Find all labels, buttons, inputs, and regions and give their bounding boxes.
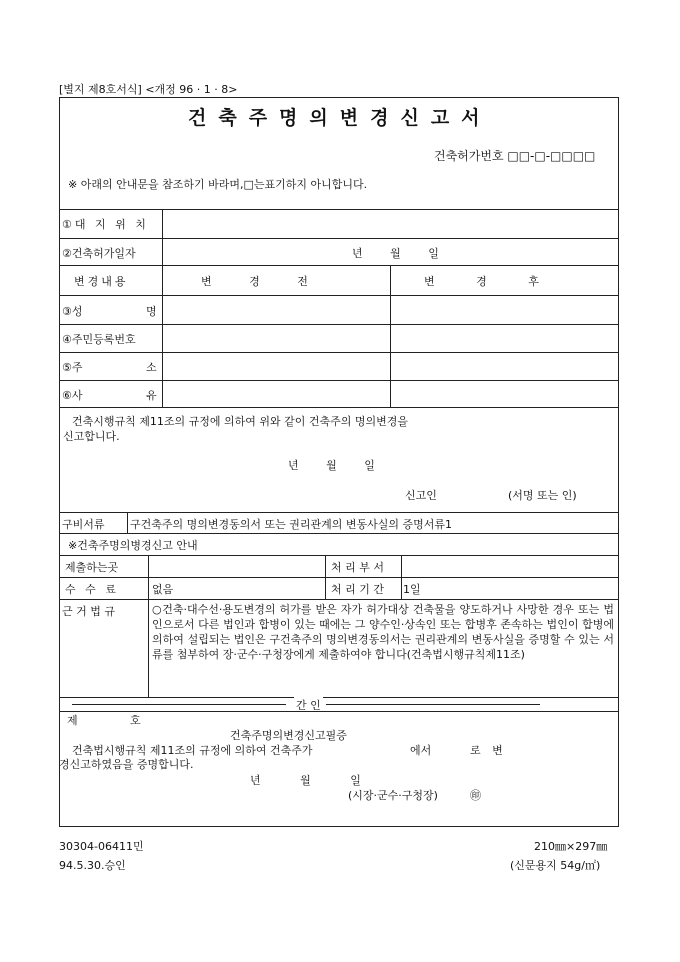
- resident-number-label: ④주민등록번호: [62, 333, 136, 346]
- notice-text: ※ 아래의 안내문을 참조하기 바라며,□는표기하지 아니합니다.: [68, 178, 368, 191]
- declarant-label: 신고인: [405, 489, 437, 502]
- divider: [59, 711, 619, 712]
- before-change-label: 변 경 전: [201, 275, 308, 288]
- certificate-to: 로 변: [470, 744, 503, 757]
- permit-date-value[interactable]: 년 월 일: [352, 247, 439, 260]
- cut-line-right: [326, 704, 540, 705]
- department-label: 처 리 부 서: [331, 561, 384, 574]
- certificate-date: 년 월 일: [250, 774, 361, 787]
- name-label: ③성: [62, 305, 83, 318]
- documents-label: 구비서류: [62, 518, 105, 531]
- seal-icon: ㊞: [470, 789, 481, 802]
- after-change-label: 변 경 후: [424, 275, 539, 288]
- divider: [59, 697, 619, 698]
- site-location-field[interactable]: [163, 210, 618, 237]
- legal-basis-label: 근 거 법 규: [62, 605, 115, 618]
- fee-value: 없음: [152, 583, 174, 596]
- divider: [127, 512, 128, 533]
- divider: [59, 407, 619, 408]
- reason-label-end: 유: [146, 389, 157, 402]
- divider: [148, 555, 149, 697]
- reason-label: ⑥사: [62, 389, 83, 402]
- reason-before-field[interactable]: [163, 381, 389, 406]
- certificate-line1: 건축법시행규칙 제11조의 규정에 의하여 건축주가: [72, 744, 313, 757]
- processing-period-label: 처 리 기 간: [331, 583, 384, 596]
- divider: [59, 512, 619, 513]
- declaration-line2: 신고합니다.: [63, 430, 120, 443]
- divider: [59, 577, 619, 578]
- address-label-end: 소: [146, 361, 157, 374]
- cut-line-label: 간 인: [296, 699, 321, 712]
- documents-value: 구건축주의 명의변경동의서 또는 권리관계의 변동사실의 증명서류1: [130, 518, 453, 531]
- approval-date: 94.5.30.승인: [59, 859, 126, 872]
- permit-number-label: 건축허가번호 □□-□-□□□□: [434, 149, 596, 163]
- certificate-line2: 경신고하였음을 증명합니다.: [59, 758, 194, 771]
- divider: [59, 533, 619, 534]
- divider: [59, 555, 619, 556]
- paper-size: 210㎜×297㎜: [534, 840, 608, 853]
- name-after-field[interactable]: [391, 296, 618, 323]
- reason-after-field[interactable]: [391, 381, 618, 406]
- signature-label[interactable]: (서명 또는 인): [508, 489, 577, 502]
- divider: [59, 265, 619, 266]
- address-label: ⑤주: [62, 361, 83, 374]
- issuer-label: (시장·군수·구청장): [348, 789, 438, 802]
- submit-to-label: 제출하는곳: [65, 561, 119, 574]
- receipt-number-label-end: 호: [130, 714, 141, 727]
- divider: [59, 238, 619, 239]
- resident-number-after-field[interactable]: [391, 325, 618, 351]
- form-number: [별지 제8호서식] <개정 96 · 1 · 8>: [59, 83, 238, 96]
- change-content-label: 변경내용: [74, 275, 129, 288]
- certificate-title: 건축주명의변경신고필증: [230, 729, 347, 742]
- divider: [59, 599, 619, 600]
- resident-number-before-field[interactable]: [163, 325, 389, 351]
- name-label-end: 명: [146, 305, 157, 318]
- form-code: 30304-06411민: [59, 840, 144, 853]
- address-before-field[interactable]: [163, 353, 389, 379]
- address-after-field[interactable]: [391, 353, 618, 379]
- permit-date-label: ②건축허가일자: [62, 247, 136, 260]
- receipt-number-label: 제: [67, 714, 78, 727]
- paper-type: (신문용지 54g/㎡): [510, 859, 601, 872]
- certificate-from: 에서: [410, 744, 432, 757]
- name-before-field[interactable]: [163, 296, 389, 323]
- guide-heading: ※건축주명의병경신고 안내: [68, 539, 198, 552]
- fee-label: 수 수 료: [65, 583, 119, 596]
- site-location-label: ①대 지 위 치: [62, 218, 149, 231]
- form-title: 건축주명의변경신고서: [188, 107, 492, 129]
- divider: [325, 555, 326, 599]
- declaration-date[interactable]: 년 월 일: [288, 459, 375, 472]
- divider: [401, 555, 402, 599]
- cut-line-left: [72, 704, 286, 705]
- legal-basis-text: ○건축·대수선·용도변경의 허가를 받은 자가 허가대상 건축물을 양도하거나 사망한 경우 또는 법인으로서 다른 법인과 합병이 있는 때에는 그 양수인·상속인 또는 합병후 존속하는 법인이 합병에 의하여 설립되는 법인은 구건축주의 명의변경동의서는 권리관계의 변동사실을 증명할 수 있는 서류를 첨부하여 장·군수·구청장에게 제출하여야 합니다(건축법시행규칙제11조): [152, 603, 614, 661]
- declaration-line1: 건축시행규칙 제11조의 규정에 의하여 위와 같이 건축주의 명의변경을: [72, 415, 408, 428]
- processing-period-value: 1일: [403, 583, 421, 596]
